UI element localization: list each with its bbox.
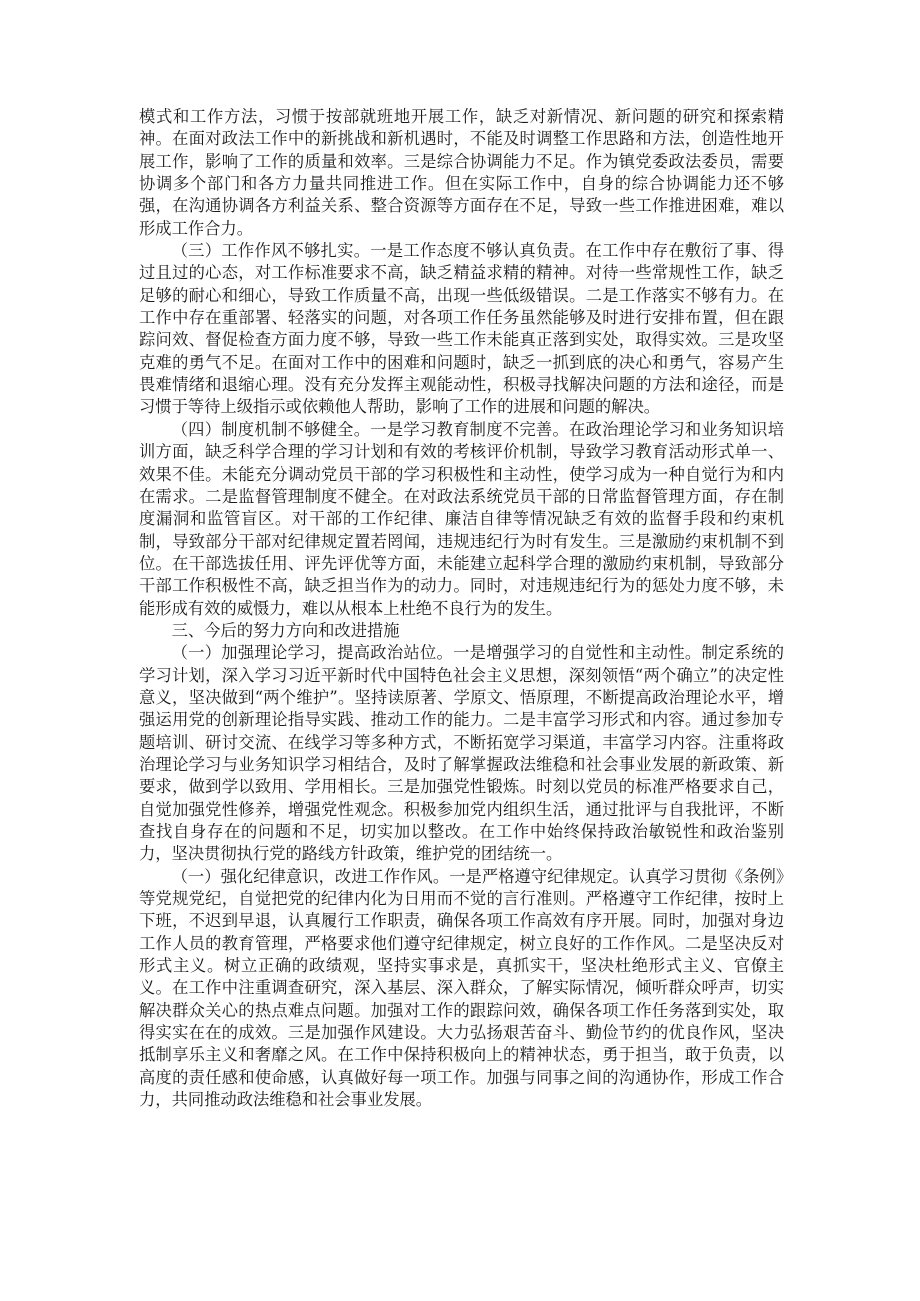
- paragraph-work-style: （三）工作作风不够扎实。一是工作态度不够认真负责。在工作中存在敷衍了事、得过且过的心态，对工作标准要求不高，缺乏精益求精的精神。对待一些常规性工作，缺乏足够的耐心和细心，导致工作质量不高，出现一些低级错误。二是工作落实不够有力。在工作中存在重部署、轻落实的问题，对各项工作任务虽然能够及时进行安排布置，但在跟踪问效、督促检查方面力度不够，导致一些工作未能真正落到实处，取得实效。三是攻坚克难的勇气不足。在面对工作中的困难和问题时，缺乏一抓到底的决心和勇气，容易产生畏难情绪和退缩心理。没有充分发挥主观能动性，积极寻找解决问题的方法和途径，而是习惯于等待上级指示或依赖他人帮助，影响了工作的进展和问题的解决。: [139, 241, 784, 417]
- paragraph-discipline-awareness: （一）强化纪律意识，改进工作作风。一是严格遵守纪律规定。认真学习贯彻《条例》等党规党纪，自觉把党的纪律内化为日用而不觉的言行准则。严格遵守工作纪律，按时上下班，不迟到早退，认真履行工作职责，确保各项工作高效有序开展。同时，加强对身边工作人员的教育管理，严格要求他们遵守纪律规定，树立良好的工作作风。二是坚决反对形式主义。树立正确的政绩观，坚持实事求是，真抓实干，坚决杜绝形式主义、官僚主义。在工作中注重调查研究，深入基层、深入群众，了解实际情况，倾听群众呼声，切实解决群众关心的热点难点问题。加强对工作的跟踪问效，确保各项工作任务落到实处，取得实实在在的成效。三是加强作风建设。大力弘扬艰苦奋斗、勤俭节约的优良作风，坚决抵制享乐主义和奢靡之风。在工作中保持积极向上的精神状态，勇于担当，敢于负责，以高度的责任感和使命感，认真做好每一项工作。加强与同事之间的沟通协作，形成工作合力，共同推动政法维稳和社会事业发展。: [139, 866, 784, 1110]
- document-body: [139, 106, 784, 1111]
- paragraph-continuation: 模式和工作方法，习惯于按部就班地开展工作，缺乏对新情况、新问题的研究和探索精神。在面对政法工作中的新挑战和新机遇时，不能及时调整工作思路和方法，创造性地开展工作，影响了工作的质量和效率。三是综合协调能力不足。作为镇党委政法委员，需要协调多个部门和各方力量共同推进工作。但在实际工作中，自身的综合协调能力还不够强，在沟通协调各方利益关系、整合资源等方面存在不足，导致一些工作推进困难，难以形成工作合力。: [139, 107, 784, 238]
- paragraph-theory-study: （一）加强理论学习，提高政治站位。一是增强学习的自觉性和主动性。制定系统的学习计划，深入学习习近平新时代中国特色社会主义思想，深刻领悟“两个确立”的决定性意义，坚决做到“两个维护”。坚持读原著、学原文、悟原理，不断提高政治理论水平，增强运用党的创新理论指导实践、推动工作的能力。二是丰富学习形式和内容。通过参加专题培训、研讨交流、在线学习等多种方式，不断拓宽学习渠道，丰富学习内容。注重将政治理论学习与业务知识学习相结合，及时了解掌握政法维稳和社会事业发展的新政策、新要求，做到学以致用、学用相长。三是加强党性锻炼。时刻以党员的标准严格要求自己，自觉加强党性修养，增强党性观念。积极参加党内组织生活，通过批评与自我批评，不断查找自身存在的问题和不足，切实加以整改。在工作中始终保持政治敏锐性和政治鉴别力，坚决贯彻执行党的路线方针政策，维护党的团结统一。: [139, 643, 784, 864]
- paragraph-institutional-mechanism: （四）制度机制不够健全。一是学习教育制度不完善。在政治理论学习和业务知识培训方面，缺乏科学合理的学习计划和有效的考核评价机制，导致学习教育活动形式单一、效果不佳。未能充分调动党员干部的学习积极性和主动性，使学习成为一种自觉行为和内在需求。二是监督管理制度不健全。在对政法系统党员干部的日常监督管理方面，存在制度漏洞和监管盲区。对干部的工作纪律、廉洁自律等情况缺乏有效的监督手段和约束机制，导致部分干部对纪律规定置若罔闻，违规违纪行为时有发生。三是激励约束机制不到位。在干部选拔任用、评先评优等方面，未能建立起科学合理的激励约束机制，导致部分干部工作积极性不高，缺乏担当作为的动力。同时，对违规违纪行为的惩处力度不够，未能形成有效的威慑力，难以从根本上杜绝不良行为的发生。: [139, 419, 784, 618]
- section-heading-improvement-measures: 三、今后的努力方向和改进措施: [171, 620, 400, 640]
